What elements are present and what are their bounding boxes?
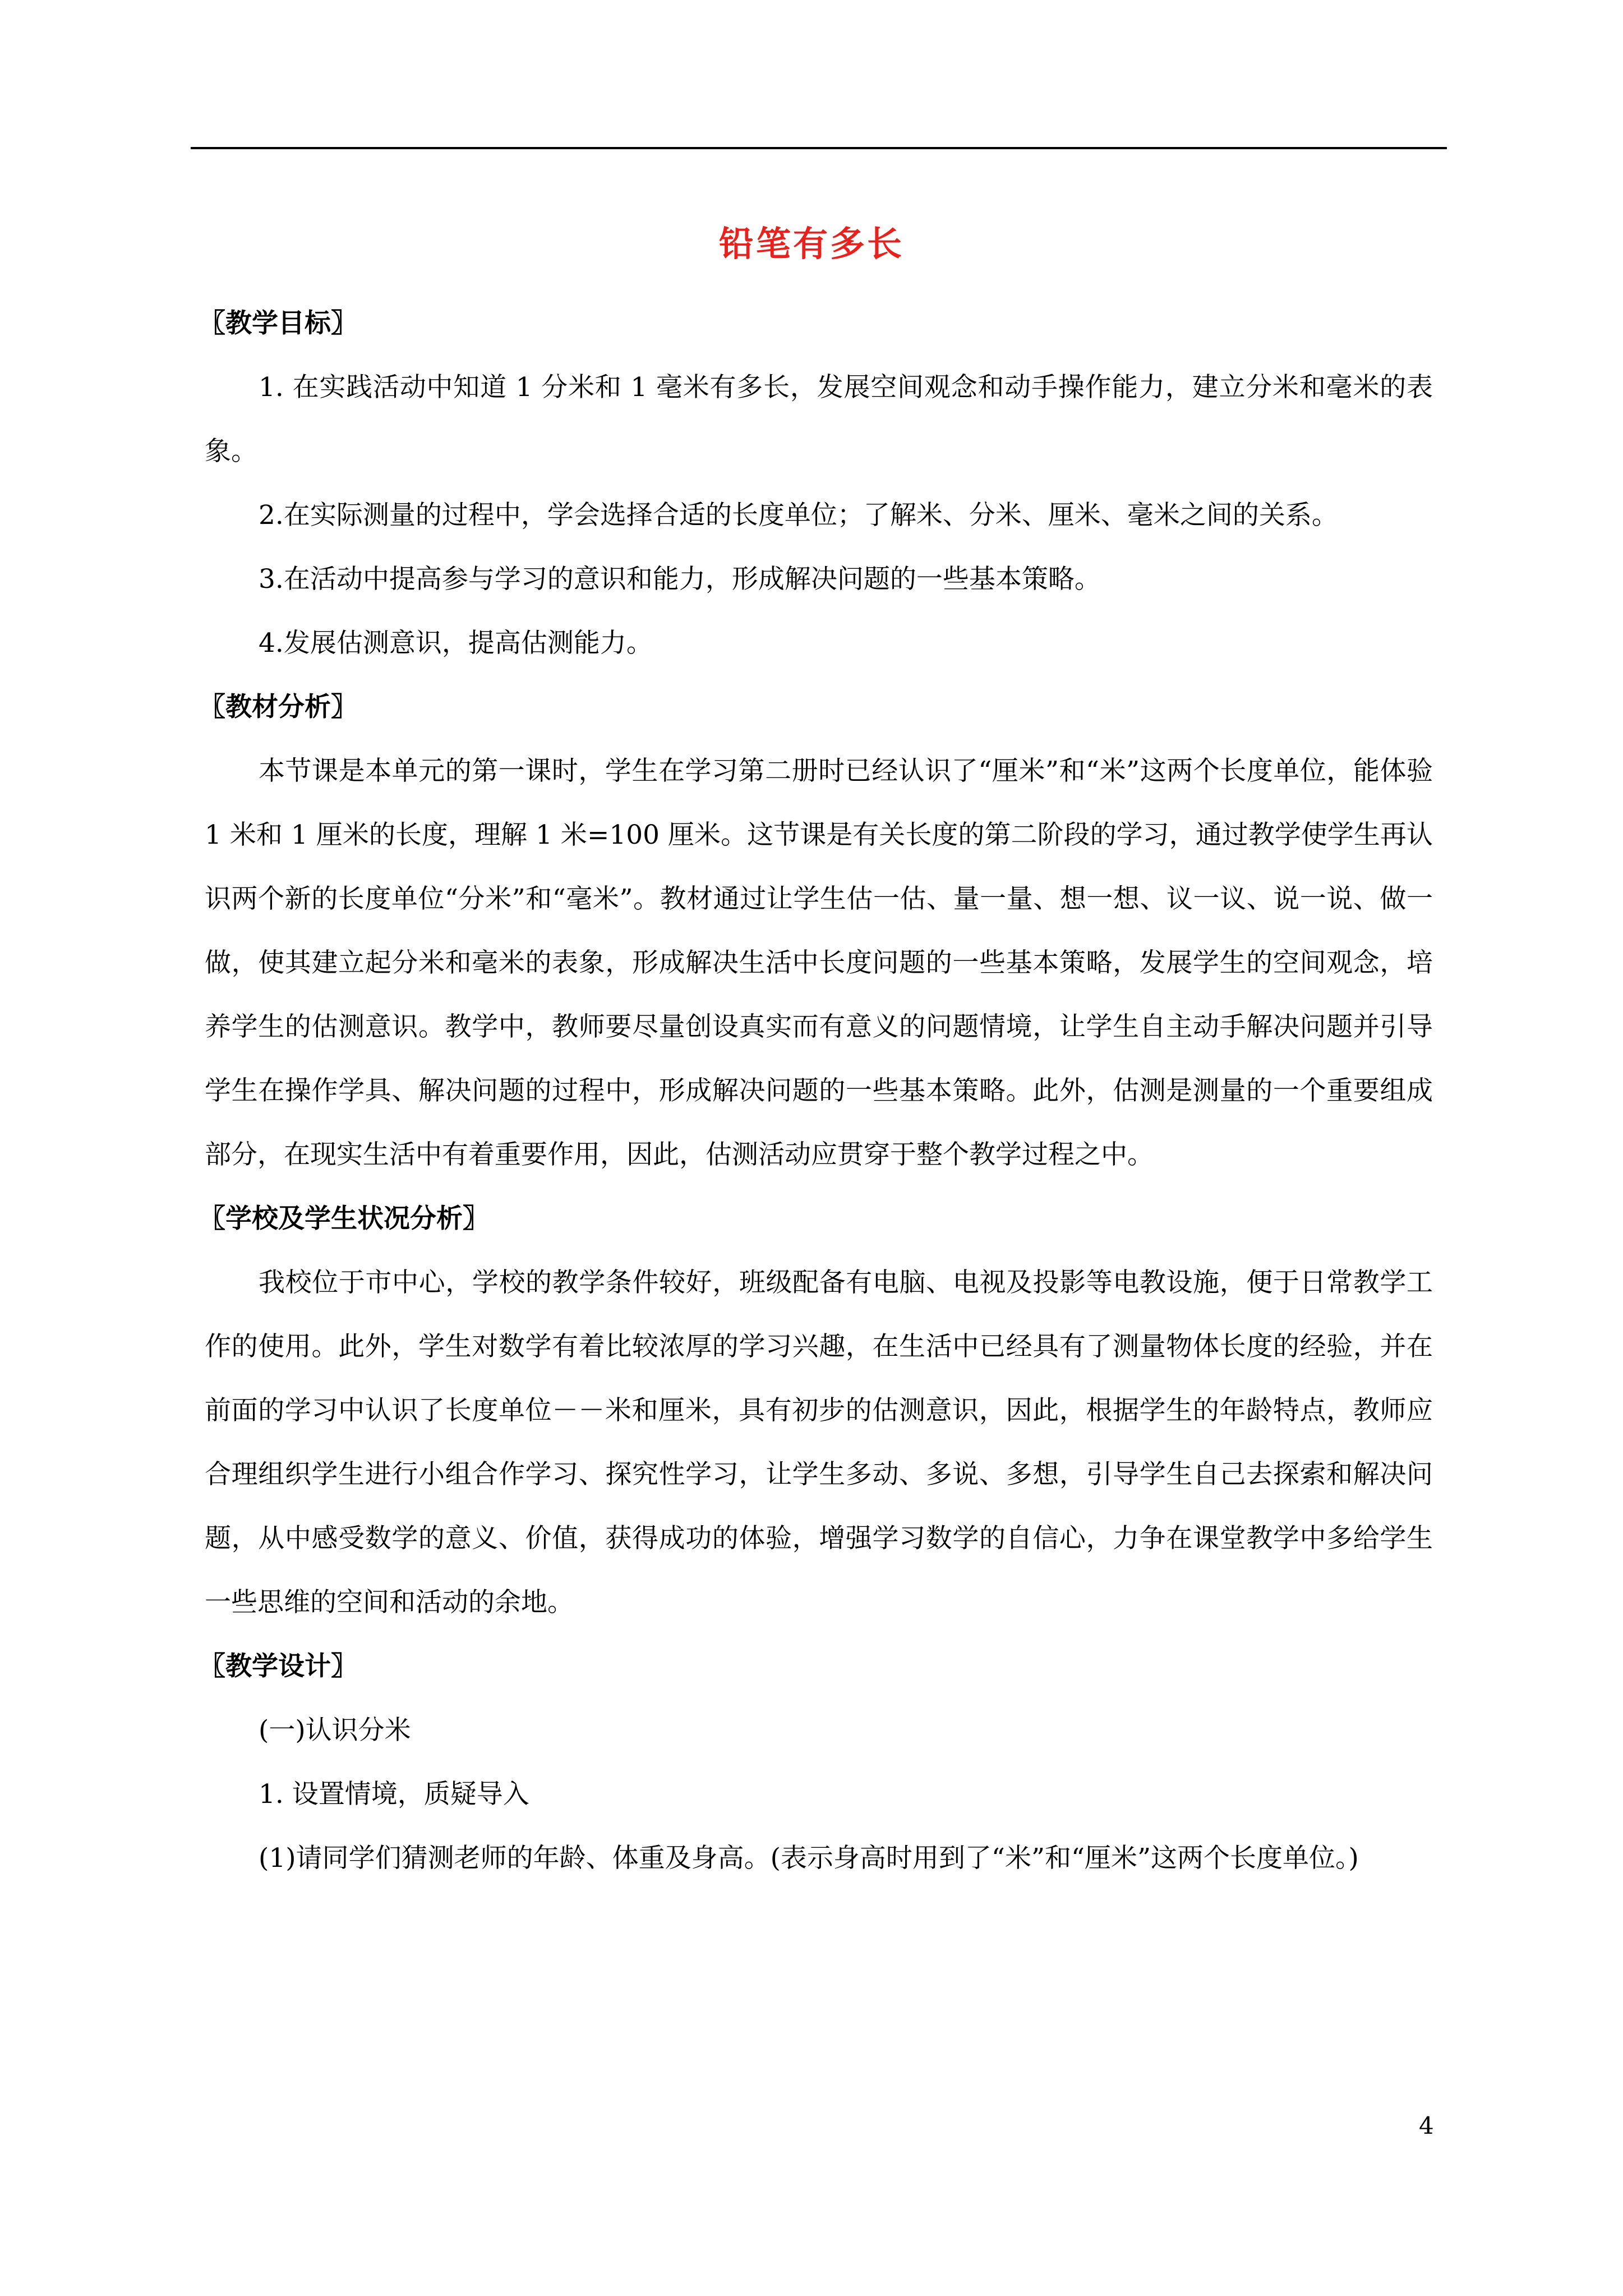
design-item: (1)请同学们猜测老师的年龄、体重及身高。(表示身高时用到了“米”和“厘米”这两个长度单位。) xyxy=(259,1843,1359,1874)
objective-item: 4.发展估测意识，提高估测能力。 xyxy=(259,628,653,659)
section-heading-objectives: 〖教学目标〗 xyxy=(199,308,357,339)
design-subheading: (一)认识分米 xyxy=(259,1715,411,1746)
section-heading-material: 〖教材分析〗 xyxy=(199,692,357,723)
section-heading-design: 〖教学设计〗 xyxy=(199,1651,357,1682)
document-body xyxy=(199,292,1433,1890)
objective-item: 3.在活动中提高参与学习的意识和能力，形成解决问题的一些基本策略。 xyxy=(259,564,1101,595)
material-analysis-paragraph: 本节课是本单元的第一课时，学生在学习第二册时已经认识了“厘米”和“米”这两个长度单位，能体验 1 米和 1 厘米的长度，理解 1 米=100 厘米。这节课是有关长度的第二阶段的学习，通过教学使学生再认识两个新的长度单位“分米”和“毫米”。教材通过让学生估一估、量一量、想一想、议一议、说一说、做一做，使其建立起分米和毫米的表象，形成解决生活中长度问题的一些基本策略，发展学生的空间观念，培养学生的估测意识。教学中，教师要尽量创设真实而有意义的问题情境，让学生自主动手解决问题并引导学生在操作学具、解决问题的过程中，形成解决问题的一些基本策略。此外，估测是测量的一个重要组成部分，在现实生活中有着重要作用，因此，估测活动应贯穿于整个教学过程之中。 xyxy=(205,756,1433,1170)
document-title: 铅笔有多长 xyxy=(718,223,904,264)
design-step: 1. 设置情境，质疑导入 xyxy=(259,1779,529,1810)
objective-item: 2.在实际测量的过程中，学会选择合适的长度单位；了解米、分米、厘米、毫米之间的关系。 xyxy=(259,500,1338,531)
section-heading-school: 〖学校及学生状况分析〗 xyxy=(199,1203,489,1234)
school-analysis-paragraph: 我校位于市中心，学校的教学条件较好，班级配备有电脑、电视及投影等电教设施，便于日常教学工作的使用。此外，学生对数学有着比较浓厚的学习兴趣，在生活中已经具有了测量物体长度的经验，并在前面的学习中认识了长度单位－－米和厘米，具有初步的估测意识，因此，根据学生的年龄特点，教师应合理组织学生进行小组合作学习、探究性学习，让学生多动、多说、多想，引导学生自己去探索和解决问题，从中感受数学的意义、价值，获得成功的体验，增强学习数学的自信心，力争在课堂教学中多给学生一些思维的空间和活动的余地。 xyxy=(205,1267,1433,1618)
objective-item: 1. 在实践活动中知道 1 分米和 1 毫米有多长，发展空间观念和动手操作能力，建立分米和毫米的表象。 xyxy=(205,372,1433,467)
header-rule xyxy=(191,147,1447,149)
page-number: 4 xyxy=(1419,2112,1434,2139)
